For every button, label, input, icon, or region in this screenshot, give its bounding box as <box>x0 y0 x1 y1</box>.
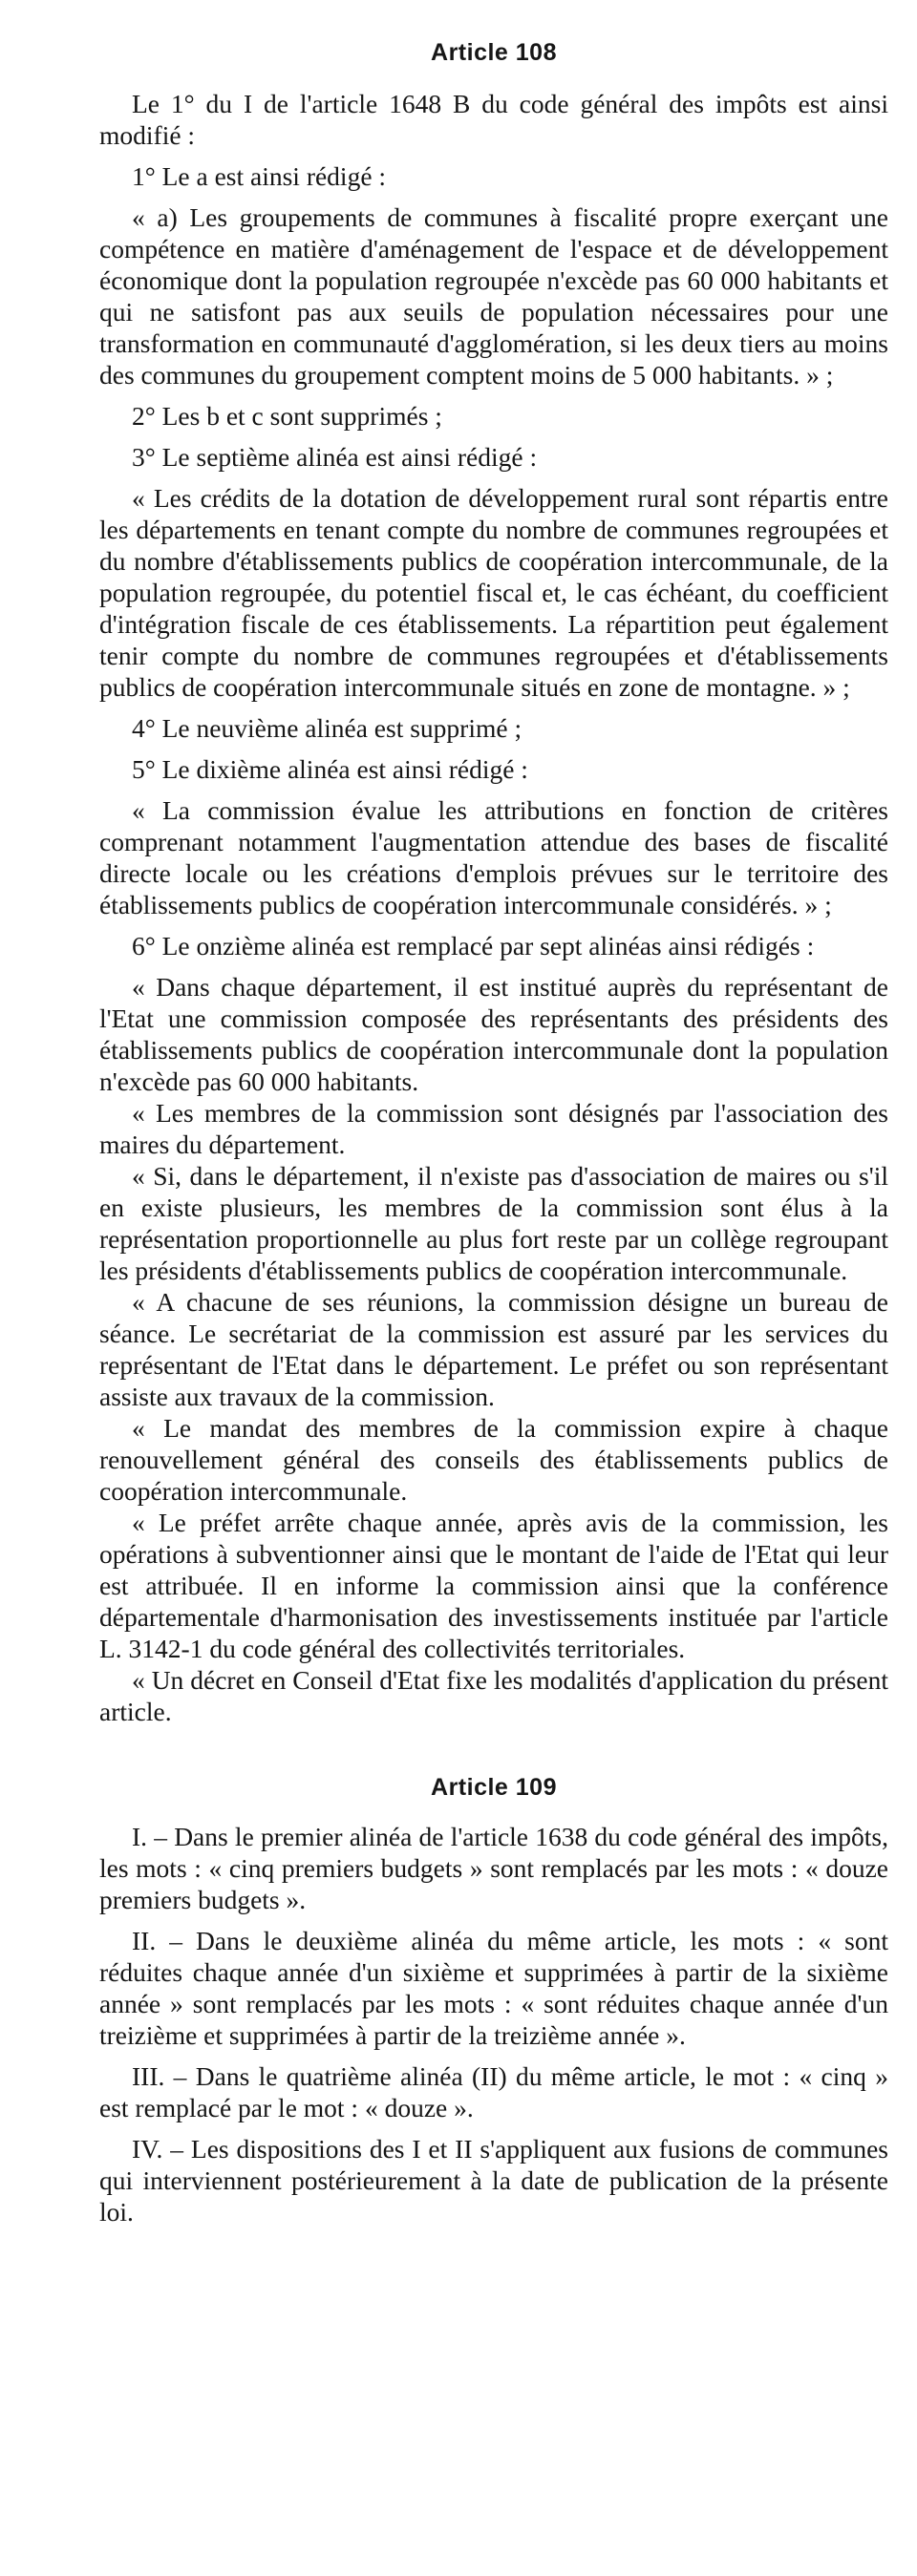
art108-para-5: 5° Le dixième alinéa est ainsi rédigé : <box>132 754 528 784</box>
art108-para-intro: Le 1° du I de l'article 1648 B du code général des impôts est ainsi modifié : <box>99 89 888 150</box>
art108-para-3: 3° Le septième alinéa est ainsi rédigé : <box>132 442 538 472</box>
article-109-title: Article 109 <box>431 1774 557 1801</box>
art108-para-6-text-3: « Si, dans le département, il n'existe pas d'association de maires ou s'il en existe plusieurs, les membres de la commission sont élus à la représentation proportionnelle au plus fort reste par un collège regroupant les présidents d'établissements publics de coopération intercommunale. <box>99 1161 888 1285</box>
art108-para-3-text: « Les crédits de la dotation de développement rural sont répartis entre les départements en tenant compte du nombre de communes regroupées et du nombre d'établissements publics de coopération intercommunale, de la population regroupée, du potentiel fiscal et, le cas échéant, du coefficient d'intégration fiscale de ces établissements. La répartition peut également tenir compte du nombre de communes regroupées et d'établissements publics de coopération intercommunale situés en zone de montagne. » ; <box>99 483 888 702</box>
art108-para-4: 4° Le neuvième alinéa est supprimé ; <box>132 713 522 743</box>
art108-para-6: 6° Le onzième alinéa est remplacé par sept alinéas ainsi rédigés : <box>132 931 815 961</box>
art109-para-I: I. – Dans le premier alinéa de l'article 1638 du code général des impôts, les mots : « cinq premiers budgets » sont remplacés par les mots : « douze premiers budgets ». <box>99 1822 888 1914</box>
art108-para-6-text-2: « Les membres de la commission sont désignés par l'association des maires du département. <box>99 1098 888 1159</box>
art109-para-III: III. – Dans le quatrième alinéa (II) du même article, le mot : « cinq » est remplacé par le mot : « douze ». <box>99 2061 888 2122</box>
art108-para-5-text: « La commission évalue les attributions en fonction de critères comprenant notamment l'augmentation attendue des bases de fiscalité directe locale ou les créations d'emplois prévues sur le territoire des établissements publics de coopération intercommunale considérés. » ; <box>99 795 888 919</box>
art108-para-6-text-1: « Dans chaque département, il est institué auprès du représentant de l'Etat une commission composée des représentants des présidents des établissements publics de coopération intercommunale dont la population n'excède pas 60 000 habitants. <box>99 972 888 1096</box>
art109-para-II: II. – Dans le deuxième alinéa du même article, les mots : « sont réduites chaque année d'un sixième et supprimées à partir de la sixième année » sont remplacés par les mots : « sont réduites chaque année d'un treizième et supprimées à partir de la treizième année ». <box>99 1926 888 2050</box>
art108-para-6-text-7: « Un décret en Conseil d'Etat fixe les modalités d'application du présent article. <box>99 1665 888 1726</box>
art108-para-6-text-4: « A chacune de ses réunions, la commission désigne un bureau de séance. Le secrétariat de la commission est assuré par les services du représentant de l'Etat dans le département. Le préfet ou son représentant assiste aux travaux de la commission. <box>99 1287 888 1411</box>
art108-para-1a-text: « a) Les groupements de communes à fiscalité propre exerçant une compétence en matière d'aménagement de l'espace et de développement économique dont la population regroupée n'excède pas 60 000 habitants et qui ne satisfont pas aux seuils de population nécessaires pour une transformation en communauté d'agglomération, si les deux tiers au moins des communes du groupement comptent moins de 5 000 habitants. » ; <box>99 202 888 390</box>
art108-para-6-text-6: « Le préfet arrête chaque année, après avis de la commission, les opérations à subventionner ainsi que le montant de l'aide de l'Etat qui leur est attribuée. Il en informe la commission ainsi que la conférence départementale d'harmonisation des investissements instituée par l'article L. 3142-1 du code général des collectivités territoriales. <box>99 1508 888 1663</box>
article-108-title: Article 108 <box>431 39 557 66</box>
art108-para-1: 1° Le a est ainsi rédigé : <box>132 161 387 191</box>
art108-para-2: 2° Les b et c sont supprimés ; <box>132 401 442 431</box>
art109-para-IV: IV. – Les dispositions des I et II s'appliquent aux fusions de communes qui interviennent postérieurement à la date de publication de la présente loi. <box>99 2134 888 2227</box>
document-page <box>99 0 888 2237</box>
art108-para-6-text-5: « Le mandat des membres de la commission expire à chaque renouvellement général des conseils des établissements publics de coopération intercommunale. <box>99 1413 888 1506</box>
